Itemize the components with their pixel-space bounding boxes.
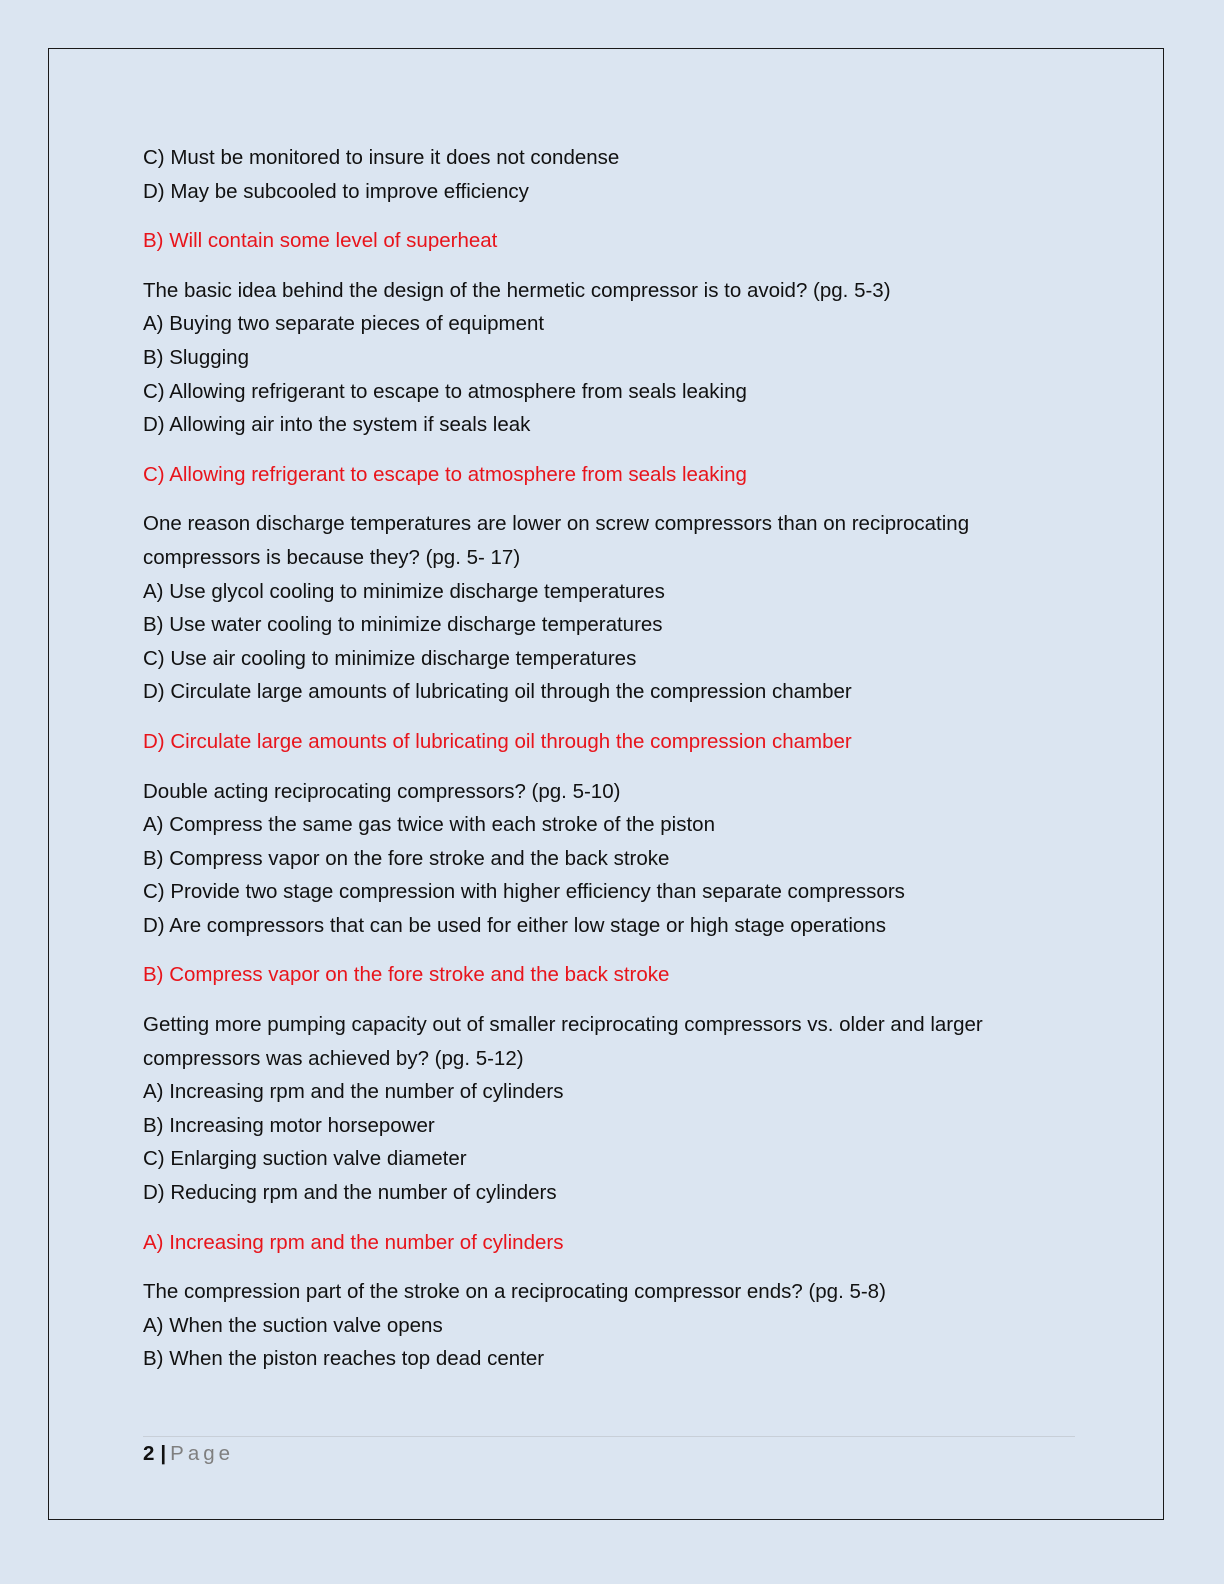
answer-option: C) Must be monitored to insure it does not condense xyxy=(143,146,620,169)
answer-option: A) Compress the same gas twice with each stroke of the piston xyxy=(143,813,715,837)
correct-answer: A) Increasing rpm and the number of cylinders xyxy=(143,1230,564,1254)
answer-option: C) Use air cooling to minimize discharge temperatures xyxy=(143,646,637,670)
question-text: compressors is because they? (pg. 5- 17) xyxy=(143,545,521,569)
question-text: One reason discharge temperatures are lower on screw compressors than on reciprocating xyxy=(143,512,970,536)
answer-option: C) Enlarging suction valve diameter xyxy=(143,1147,467,1171)
answer-option: B) When the piston reaches top dead center xyxy=(143,1347,545,1371)
correct-answer: B) Compress vapor on the fore stroke and the back stroke xyxy=(143,963,670,987)
footer-separator: | xyxy=(160,1442,167,1465)
answer-option: D) Reducing rpm and the number of cylinders xyxy=(143,1181,557,1205)
answer-option: C) Provide two stage compression with higher efficiency than separate compressors xyxy=(143,880,905,904)
answer-option: B) Increasing motor horsepower xyxy=(143,1113,435,1137)
answer-option: A) When the suction valve opens xyxy=(143,1313,443,1337)
question-block xyxy=(143,1008,1083,1259)
answer-option: C) Allowing refrigerant to escape to atmosphere from seals leaking xyxy=(143,379,747,403)
footer-divider xyxy=(143,1436,1075,1437)
page-number: 2 xyxy=(143,1442,155,1465)
answer-option: A) Increasing rpm and the number of cylinders xyxy=(143,1080,564,1104)
answer-option: B) Compress vapor on the fore stroke and the back stroke xyxy=(143,846,670,870)
answer-option: A) Use glycol cooling to minimize discharge temperatures xyxy=(143,579,665,603)
question-block xyxy=(143,274,1083,492)
question-block xyxy=(143,1275,1083,1376)
document-body xyxy=(143,141,1083,1376)
answer-option: D) May be subcooled to improve efficiency xyxy=(143,179,529,203)
answer-option: B) Slugging xyxy=(143,345,249,369)
answer-option: D) Are compressors that can be used for either low stage or high stage operations xyxy=(143,913,886,937)
question-text: Double acting reciprocating compressors? (pg. 5-10) xyxy=(143,779,621,803)
answer-option: D) Circulate large amounts of lubricating oil through the compression chamber xyxy=(143,680,852,704)
correct-answer: B) Will contain some level of superheat xyxy=(143,229,498,253)
answer-option: D) Allowing air into the system if seals leak xyxy=(143,413,531,437)
answer-option: A) Buying two separate pieces of equipment xyxy=(143,312,545,336)
question-text: The compression part of the stroke on a reciprocating compressor ends? (pg. 5-8) xyxy=(143,1280,886,1304)
question-block xyxy=(143,141,1083,258)
answer-option: B) Use water cooling to minimize discharge temperatures xyxy=(143,613,663,637)
question-text: The basic idea behind the design of the hermetic compressor is to avoid? (pg. 5-3) xyxy=(143,278,891,302)
correct-answer: C) Allowing refrigerant to escape to atmosphere from seals leaking xyxy=(143,462,747,486)
correct-answer: D) Circulate large amounts of lubricating oil through the compression chamber xyxy=(143,729,852,753)
question-text: Getting more pumping capacity out of smaller reciprocating compressors vs. older and larger xyxy=(143,1013,983,1037)
question-block xyxy=(143,775,1083,993)
question-block xyxy=(143,507,1083,758)
question-text: compressors was achieved by? (pg. 5-12) xyxy=(143,1046,524,1070)
page-footer xyxy=(143,1440,234,1468)
page-label: Page xyxy=(170,1442,235,1465)
